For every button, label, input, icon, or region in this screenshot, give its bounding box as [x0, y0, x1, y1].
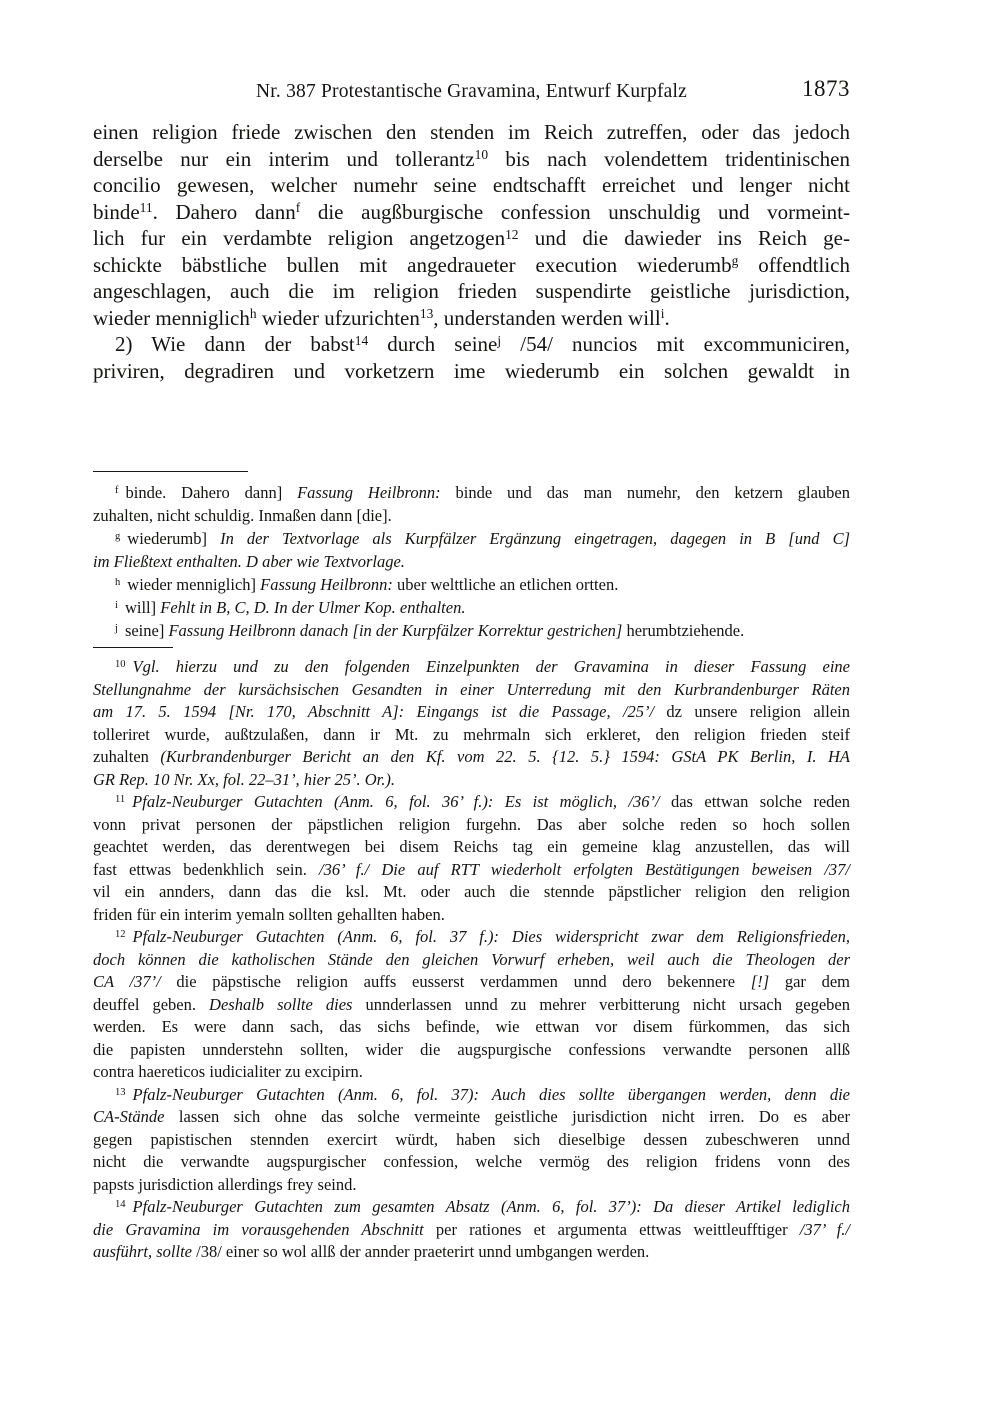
text-line — [93, 1039, 850, 1062]
note-marker: 13 — [115, 1086, 126, 1098]
text-line — [93, 199, 850, 226]
text-line — [93, 1016, 850, 1039]
footnotes-section — [93, 656, 850, 1264]
text-segment: Pfalz-Neuburger Gutachten (Anm. 6, fol. 37 f.): Dies widerspricht zwar dem Religionsfrieden, — [132, 927, 850, 946]
footnotes-separator-rule — [93, 647, 173, 648]
text-segment: die augßburgische confession unschuldig und vormeint- — [300, 199, 850, 224]
text-segment: (Kurbrandenburger Bericht an den Kf. vom 22. 5. {12. 5.} 1594: GStA PK Berlin, I. HA — [160, 747, 850, 766]
text-segment: friden für ein interim yemaln sollten gehallten haben. — [93, 904, 445, 924]
text-segment: Pfalz-Neuburger Gutachten (Anm. 6, fol. 36’ f.): Es ist möglich, /36’/ — [132, 792, 660, 811]
text-segment: 2) Wie dann der babst — [115, 332, 355, 356]
text-segment: offendtlich — [738, 252, 850, 277]
text-segment: GR Rep. 10 Nr. Xx, fol. 22–31’, hier 25’. Or.). — [93, 769, 396, 789]
text-segment: Fehlt in B, C, D. In der Ulmer Kop. enthalten. — [160, 598, 466, 617]
text-segment: wiederumb] — [127, 529, 221, 548]
text-line — [93, 146, 850, 173]
text-line — [93, 656, 850, 679]
text-segment: vonn privat personen der päpstlichen religion furgehn. Das aber solche reden so hoch sollen — [93, 814, 850, 834]
note-marker: 14 — [354, 332, 369, 348]
text-line — [93, 791, 850, 814]
text-line — [93, 1151, 850, 1174]
text-segment: Fassung Heilbronn danach [in der Kurpfälzer Korrektur gestrichen] — [168, 621, 623, 640]
text-segment: CA /37’/ — [93, 972, 161, 991]
note-marker: i — [115, 600, 118, 612]
page-number: 1873 — [802, 76, 850, 101]
text-segment: tolleriret wurde, außtzulaßen, dann ir Mt. zu mehrmaln sich erkleret, den religion frieden steif — [93, 724, 850, 744]
text-line — [93, 1129, 850, 1152]
text-segment: nicht die verwandte augspurgischer confession, welche vermög des religion fridens vonn des — [93, 1152, 850, 1171]
text-line — [93, 881, 850, 904]
text-segment: zuhalten, nicht schuldig. Inmaßen dann [die]. — [93, 506, 392, 525]
text-segment: am 17. 5. 1594 [Nr. 170, Abschnitt A]: Eingangs ist die Passage, /25’/ — [93, 702, 655, 721]
text-segment: Pfalz-Neuburger Gutachten (Anm. 6, fol. 37): Auch dies sollte übergangen werden, denn die — [132, 1084, 850, 1104]
text-segment: binde — [93, 199, 140, 224]
main-text — [93, 119, 850, 384]
text-line — [93, 1106, 850, 1129]
text-segment: priviren, degradiren und vorketzern ime wiederumb ein solchen gewaldt in — [93, 358, 850, 383]
text-segment: Pfalz-Neuburger Gutachten zum gesamten Absatz (Anm. 6, fol. 37’): Da dieser Artikel lediglich — [132, 1197, 850, 1216]
note-marker: 12 — [505, 226, 519, 242]
text-line — [93, 225, 850, 252]
text-line — [93, 904, 850, 927]
running-title: Nr. 387 Protestantische Gravamina, Entwurf Kurpfalz — [256, 81, 687, 102]
text-segment: /37’ f./ — [799, 1219, 851, 1239]
text-segment: [!] — [750, 972, 770, 991]
text-segment: ausführt, sollte — [93, 1242, 193, 1261]
note-marker: j — [115, 623, 118, 635]
text-segment: per rationes et argumenta ettwas weittleufftiger — [423, 1219, 800, 1239]
text-line — [93, 836, 850, 859]
text-line — [93, 994, 850, 1017]
text-line — [93, 769, 850, 792]
note-marker: 14 — [115, 1199, 126, 1211]
text-line — [93, 971, 850, 994]
text-segment: wieder menniglich — [93, 305, 250, 330]
text-segment: deuffel geben. — [93, 994, 210, 1014]
text-line — [93, 701, 850, 724]
text-segment: das ettwan solche reden — [659, 792, 850, 811]
text-line — [93, 1061, 850, 1084]
text-line — [93, 724, 850, 747]
critical-apparatus — [93, 481, 850, 642]
text-segment: . — [664, 305, 670, 330]
text-line — [93, 619, 850, 642]
text-segment: uber welttliche an etlichen ortten. — [392, 575, 619, 594]
text-line — [93, 527, 850, 550]
note-marker: 12 — [115, 929, 126, 941]
text-segment: die Gravamina im vorausgehenden Abschnitt — [93, 1219, 424, 1239]
note-marker: f — [115, 485, 119, 497]
page-header — [93, 76, 850, 110]
text-segment: gar dem — [769, 972, 850, 991]
text-line — [93, 1084, 850, 1107]
note-marker: i — [660, 306, 665, 322]
text-segment: doch können die katholischen Stände den gleichen Vorwurf erheben, weil auch die Theologen der — [93, 949, 850, 969]
text-line — [93, 1219, 850, 1242]
text-line — [93, 573, 850, 596]
text-segment: herumbtziehende. — [622, 621, 745, 640]
text-segment: will] — [124, 598, 161, 617]
text-line — [93, 172, 850, 199]
note-marker: h — [115, 577, 121, 589]
text-segment: durch seine — [368, 332, 498, 356]
text-segment: schickte bäbstliche bullen mit angedraueter execution wiederumb — [93, 252, 732, 277]
text-segment: contra haereticos iudicialiter zu excipirn. — [93, 1062, 363, 1081]
text-segment: die päpstische religion auffs eusserst verdammen unnd dero bekennere — [160, 972, 751, 991]
text-line — [93, 859, 850, 882]
note-marker: 11 — [115, 794, 126, 806]
text-segment: . Dahero dann — [152, 199, 296, 224]
text-segment: die papisten unnderstehn sollten, wider die augspurgische confessions verwandte personen allß — [93, 1039, 850, 1059]
text-segment: vil ein annders, dann das die ksl. Mt. oder auch die stennde päpstlicher religion den religion — [93, 882, 850, 901]
text-line — [93, 1174, 850, 1197]
text-segment: lich fur ein verdambte religion angetzogen — [93, 226, 506, 250]
text-segment: fast ettwas bedenkhlich sein. — [93, 859, 319, 879]
text-segment: concilio gewesen, welcher numehr seine endtschafft erreichet und lenger nicht — [93, 173, 850, 197]
note-marker: h — [249, 306, 257, 322]
text-segment: derselbe nur ein interim und tollerantz — [93, 146, 475, 171]
text-segment: zuhalten — [93, 747, 161, 766]
text-line — [93, 1241, 850, 1264]
text-segment: CA-Stände — [93, 1107, 165, 1126]
text-line — [93, 679, 850, 702]
text-segment: im Fließtext enthalten. D aber wie Textvorlage. — [93, 552, 405, 571]
text-line — [93, 550, 850, 573]
note-marker: 10 — [115, 659, 126, 671]
note-marker: g — [115, 531, 121, 543]
note-marker: f — [295, 200, 301, 216]
text-line — [93, 746, 850, 769]
text-segment: In der Textvorlage als Kurpfälzer Ergänzung eingetragen, dagegen in B [und C] — [220, 529, 850, 548]
text-segment: Fassung Heilbronn: — [260, 575, 393, 594]
text-segment: Vgl. hierzu und zu den folgenden Einzelpunkten der Gravamina in dieser Fassung eine — [132, 657, 850, 676]
text-line — [93, 504, 850, 527]
note-marker: j — [497, 332, 502, 348]
text-segment: papsts jurisdiction allerdings frey seind. — [93, 1174, 357, 1194]
text-line — [93, 949, 850, 972]
text-segment: und die dawieder ins Reich ge- — [518, 226, 850, 250]
text-line — [93, 358, 850, 385]
text-segment: wieder menniglich] — [127, 575, 261, 594]
text-segment: /38/ einer so wol allß der annder praeterirt unnd umbgangen werden. — [192, 1242, 650, 1261]
note-marker: 13 — [419, 306, 434, 322]
text-line — [93, 331, 850, 358]
note-marker: 11 — [139, 200, 153, 216]
text-segment: einen religion friede zwischen den stenden im Reich zutreffen, oder das jedoch — [93, 120, 850, 144]
text-segment: seine] — [124, 621, 169, 640]
text-segment: geachtet werden, das derentwegen bei disem Reichs tag ein gemeine klag anzustellen, das will — [93, 837, 850, 856]
text-segment: wieder ufzurichten — [256, 305, 420, 330]
text-line — [93, 1196, 850, 1219]
note-marker: 10 — [474, 147, 489, 163]
text-line — [93, 814, 850, 837]
text-segment: binde. Dahero dann] — [125, 483, 298, 502]
text-line — [93, 305, 850, 332]
text-segment: /54/ nuncios mit excommuniciren, — [501, 332, 850, 356]
text-segment: Deshalb sollte dies — [209, 994, 353, 1014]
text-segment: lassen sich ohne das solche vermeinte geistliche jurisdiction nicht irren. Do es aber — [164, 1107, 850, 1126]
text-line — [93, 252, 850, 279]
text-line — [93, 481, 850, 504]
text-segment: binde und das man numehr, den ketzern glauben — [440, 483, 850, 502]
text-segment: werden. Es were dann sach, das sichs befinde, wie ettwan vor disem fürkommen, das sich — [93, 1017, 850, 1036]
note-marker: g — [731, 253, 739, 269]
text-line — [93, 926, 850, 949]
apparatus-separator-rule — [93, 471, 248, 472]
text-segment: gegen papistischen stennden exercirt würdt, haben sich dieselbige dessen zubeschweren unnd — [93, 1129, 850, 1149]
text-segment: Fassung Heilbronn: — [297, 483, 441, 502]
text-line — [93, 278, 850, 305]
text-segment: dz unsere religion allein — [654, 702, 850, 721]
text-segment: Stellungnahme der kursächsischen Gesandten in einer Unterredung mit den Kurbrandenburger Räten — [93, 679, 850, 699]
text-line — [93, 596, 850, 619]
text-segment: bis nach volendettem tridentinischen — [488, 146, 851, 171]
text-segment: angeschlagen, auch die im religion frieden suspendirte geistliche jurisdiction, — [93, 279, 850, 303]
text-line — [93, 119, 850, 146]
text-segment: /36’ f./ Die auf RTT wiederholt erfolgten Bestätigungen beweisen /37/ — [319, 859, 850, 879]
text-segment: unnderlassen unnd zu mehrer verbitterung nicht ursach gegeben — [352, 994, 850, 1014]
text-segment: , understanden werden will — [433, 305, 661, 330]
